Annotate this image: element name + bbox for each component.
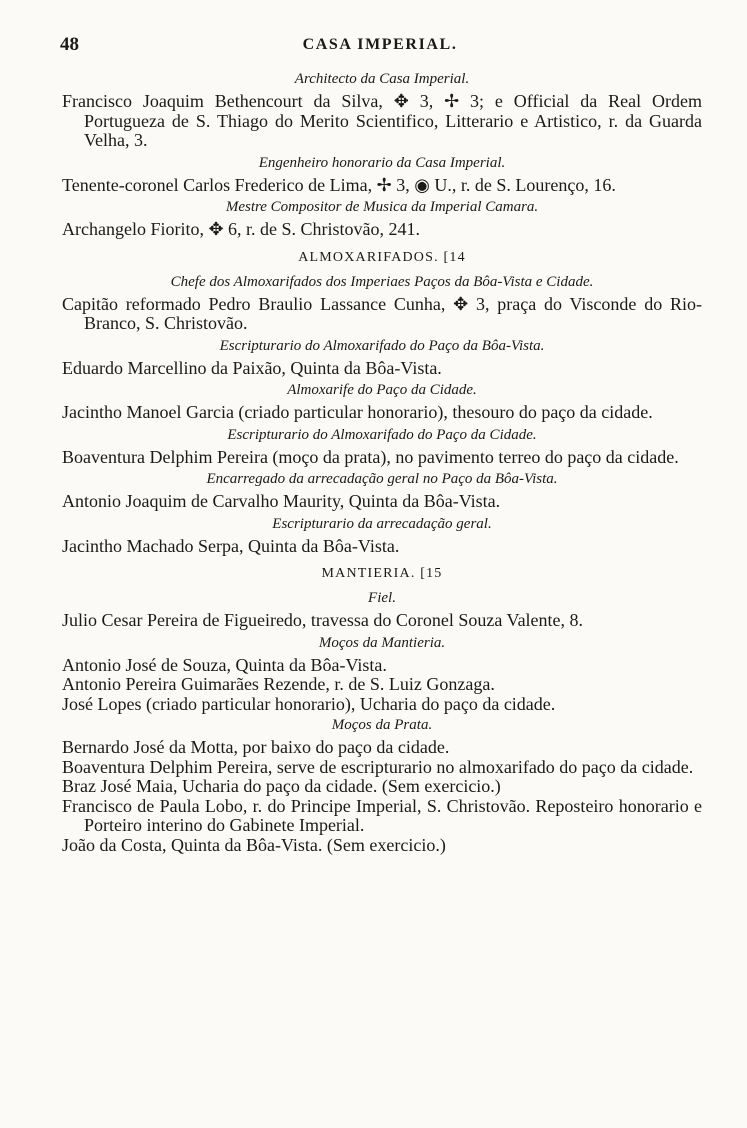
position-title: Almoxarife do Paço da Cidade.: [287, 382, 477, 398]
position-title: Mestre Compositor de Musica da Imperial Camara.: [225, 199, 539, 215]
directory-entry: Boaventura Delphim Pereira, serve de escripturario no almoxarifado do paço da cidade.: [62, 756, 694, 777]
position-title: Chefe dos Almoxarifados dos Imperiaes Paços da Bôa-Vista e Cidade.: [170, 273, 594, 290]
directory-entry: Tenente-coronel Carlos Frederico de Lima, ✢ 3, ◉ U., r. de S. Lourenço, 16.: [62, 174, 616, 195]
position-title: Fiel.: [368, 590, 396, 606]
page-number: 48: [60, 34, 79, 55]
directory-entry: Capitão reformado Pedro Braulio Lassance Cunha, ✥ 3, praça do Visconde do Rio-Branco, S. Christovão.: [62, 293, 702, 333]
position-title: Escripturario do Almoxarifado do Paço da Bôa-Vista.: [219, 337, 545, 354]
position-title: Moços da Mantieria.: [318, 634, 446, 651]
page-header: [60, 34, 700, 64]
position-title: Architecto da Casa Imperial.: [294, 71, 470, 87]
directory-entry: Archangelo Fiorito, ✥ 6, r. de S. Christovão, 241.: [62, 219, 421, 239]
directory-entry: José Lopes (criado particular honorario), Ucharia do paço da cidade.: [62, 693, 556, 714]
position-title: Moços da Prata.: [331, 717, 433, 733]
directory-entry: Jacintho Machado Serpa, Quinta da Bôa-Vista.: [62, 535, 400, 556]
section-heading: MANTIERIA. [15: [321, 566, 443, 581]
directory-entry: Antonio Pereira Guimarães Rezende, r. de S. Luiz Gonzaga.: [62, 674, 495, 694]
position-title: Escripturario do Almoxarifado do Paço da Cidade.: [227, 426, 537, 443]
position-title: Encarregado da arrecadação geral no Paço da Bôa-Vista.: [206, 471, 558, 487]
directory-entry: Francisco de Paula Lobo, r. do Principe Imperial, S. Christovão. Reposteiro honorario e Porteiro interino do Gabinete Imperial.: [62, 795, 702, 835]
position-title: Escripturario da arrecadação geral.: [272, 515, 492, 532]
directory-entry: Julio Cesar Pereira de Figueiredo, travessa do Coronel Souza Valente, 8.: [62, 610, 584, 630]
directory-entry: Antonio José de Souza, Quinta da Bôa-Vista.: [62, 654, 387, 675]
directory-entry: Jacintho Manoel Garcia (criado particular honorario), thesouro do paço da cidade.: [62, 402, 653, 422]
position-title: Engenheiro honorario da Casa Imperial.: [258, 154, 506, 171]
directory-entry: Francisco Joaquim Bethencourt da Silva, ✥ 3, ✢ 3; e Official da Real Ordem Portugueza de S. Thiago do Merito Scientifico, Litterario e Artistico, r. da Guarda Velha, 3.: [62, 91, 702, 150]
section-heading: ALMOXARIFADOS. [14: [298, 249, 466, 265]
directory-entry: Bernardo José da Motta, por baixo do paço da cidade.: [62, 737, 450, 757]
directory-entry: Eduardo Marcellino da Paixão, Quinta da Bôa-Vista.: [62, 357, 442, 378]
directory-entry: João da Costa, Quinta da Bôa-Vista. (Sem exercicio.): [62, 834, 446, 855]
directory-entry: Antonio Joaquim de Carvalho Maurity, Quinta da Bôa-Vista.: [62, 491, 501, 511]
directory-entry: Braz José Maia, Ucharia do paço da cidade. (Sem exercicio.): [62, 776, 501, 796]
running-title: CASA IMPERIAL.: [302, 36, 458, 53]
directory-entry: Boaventura Delphim Pereira (moço da prata), no pavimento terreo do paço da cidade.: [62, 446, 679, 467]
page-content: [62, 68, 702, 855]
